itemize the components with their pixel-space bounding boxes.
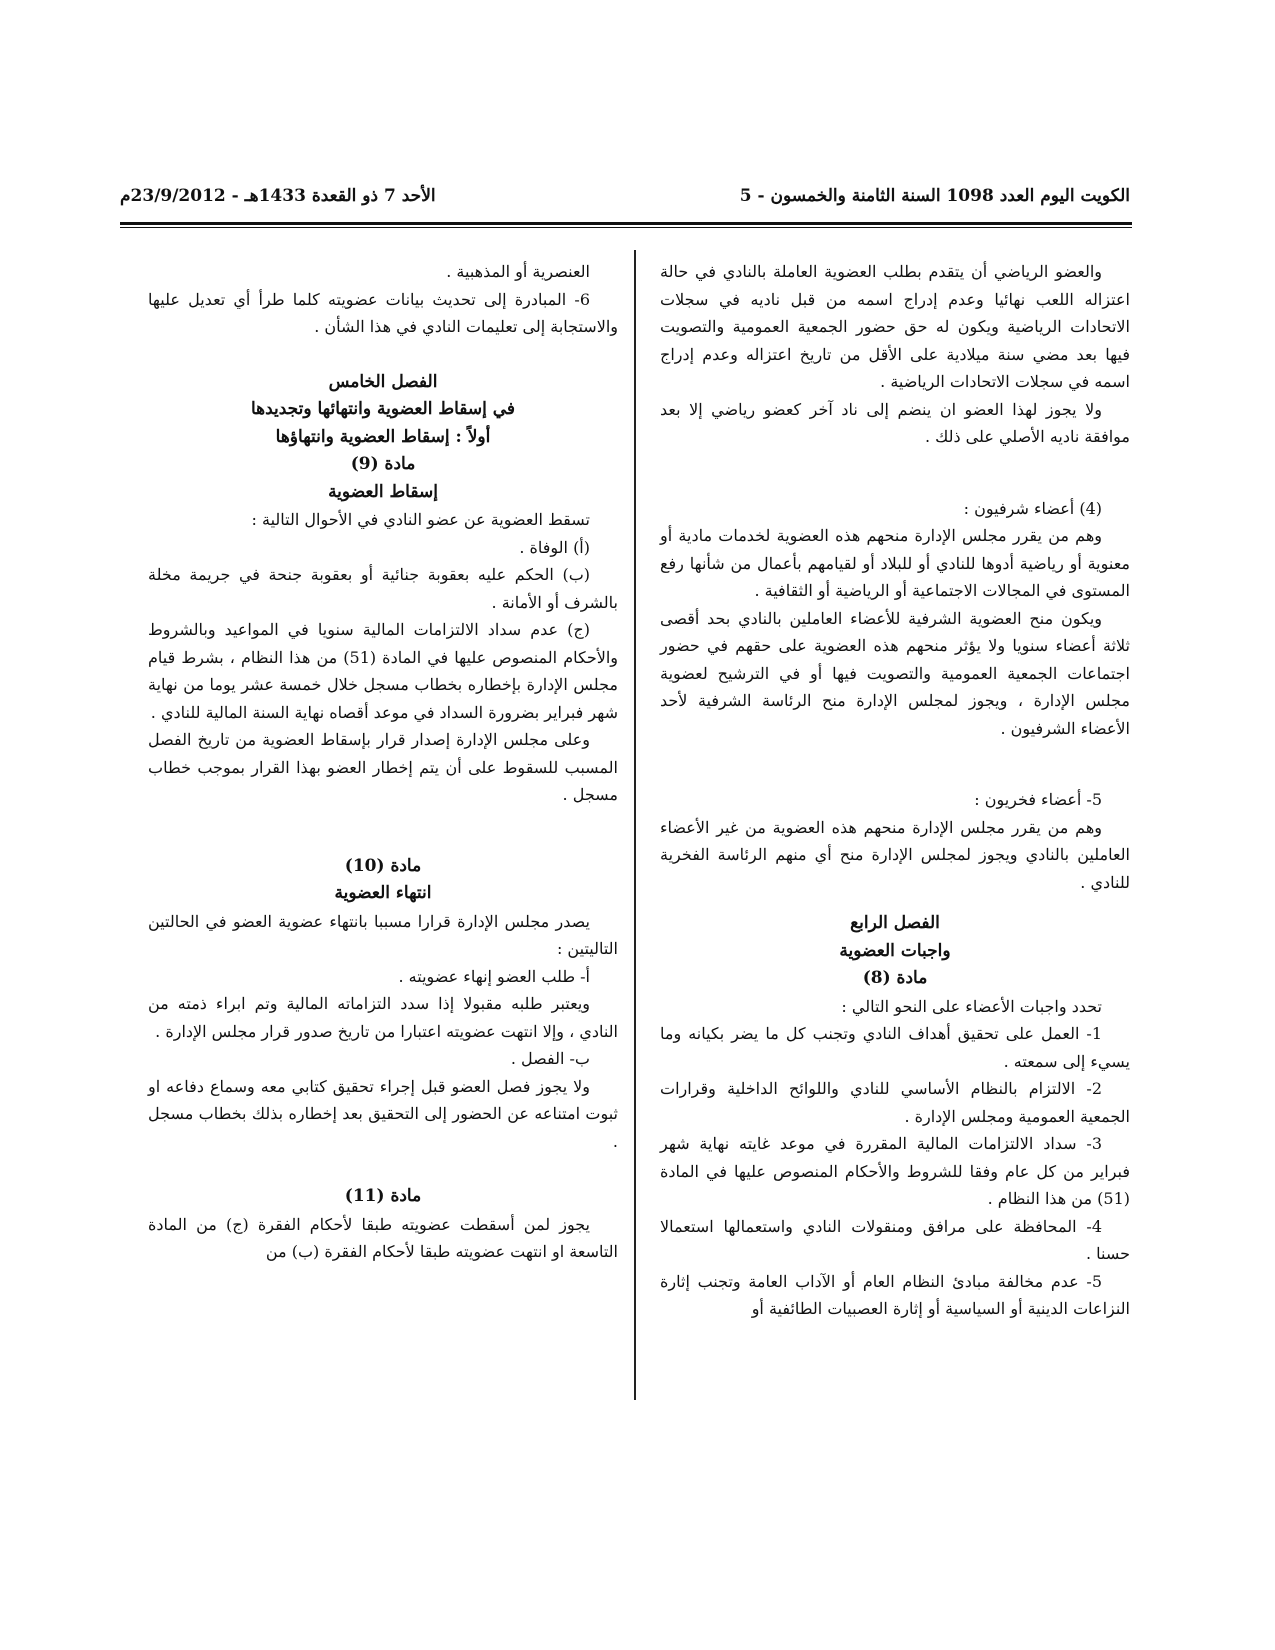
list-item: 1- العمل على تحقيق أهداف النادي وتجنب كل ما يضر بكيانه وما يسيء إلى سمعته .: [660, 1024, 1130, 1071]
paragraph: تسقط العضوية عن عضو النادي في الأحوال التالية :: [251, 510, 590, 529]
section-title: أولاً : إسقاط العضوية وانتهاؤها: [275, 426, 491, 447]
list-item: (أ) الوفاة .: [519, 537, 590, 557]
article-title: مادة (9): [350, 454, 416, 474]
paragraph: يجوز لمن أسقطت عضويته طبقا لأحكام الفقرة (ج) من المادة التاسعة او انتهت عضويته طبقا لأحكام الفقرة (ب) من: [148, 1214, 618, 1261]
article-title: مادة (10): [344, 855, 422, 876]
article-subtitle: انتهاء العضوية: [334, 883, 432, 903]
chapter-title: الفصل الرابع: [850, 913, 940, 933]
list-item: أ- طلب العضو إنهاء عضويته .: [398, 966, 590, 986]
article-subtitle: إسقاط العضوية: [328, 481, 438, 502]
paragraph: العنصرية أو المذهبية .: [446, 262, 590, 281]
paragraph: ويعتبر طلبه مقبولا إذا سدد التزاماته المالية وتم ابراء ذمته من النادي ، وإلا انتهت عضويته اعتبارا من تاريخ صدور قرار مجلس الإدارة .: [148, 994, 618, 1041]
paragraph: والعضو الرياضي أن يتقدم بطلب العضوية العاملة بالنادي في حالة اعتزاله اللعب نهائيا وعدم إدراج اسمه من قبل ناديه في سجلات الاتحادات الرياضية ويكون له حق حضور الجمعية العمومية والتصويت فيها بعد مضي سنة ميلادية على الأقل من تاريخ اعتزاله وعدم إدراج اسمه في سجلات الاتحادات الرياضية .: [660, 262, 1130, 391]
column-divider: [634, 250, 636, 1400]
list-item: 4- المحافظة على مرافق ومنقولات النادي واستعمالها استعمالا حسنا .: [660, 1216, 1130, 1263]
chapter-subtitle: واجبات العضوية: [839, 940, 951, 961]
paragraph: وهم من يقرر مجلس الإدارة منحهم هذه العضوية لخدمات مادية أو معنوية أو رياضية أدوها للنادي أو للبلاد أو لقيامهم بأعمال من شأنها رفع المستوى في المجالات الاجتماعية أو الرياضية أو الثقافية .: [660, 526, 1130, 600]
list-item: 3- سداد الالتزامات المالية المقررة في موعد غايته نهاية شهر فبراير من كل عام وفقا للشروط والأحكام المنصوص عليها في المادة (51) من هذا النظام .: [660, 1134, 1130, 1208]
paragraph: ولا يجوز فصل العضو قبل إجراء تحقيق كتابي معه وسماع دفاعه او ثبوت امتناعه عن الحضور إلى التحقيق بعد إخطاره بذلك بخطاب مسجل .: [148, 1076, 619, 1151]
subheading: 5- أعضاء فخريون :: [974, 790, 1102, 809]
list-item: ب- الفصل .: [510, 1049, 590, 1068]
paragraph: وعلى مجلس الإدارة إصدار قرار بإسقاط العضوية من تاريخ الفصل المسبب للسقوط على أن يتم إخطار العضو بهذا القرار بموجب خطاب مسجل .: [148, 730, 618, 804]
list-item: 6- المبادرة إلى تحديث بيانات عضويته كلما طرأ أي تعديل عليها والاستجابة إلى تعليمات النادي في هذا الشأن .: [148, 289, 618, 336]
header-rule: [120, 222, 1132, 228]
chapter-title: الفصل الخامس: [328, 371, 438, 392]
article-title: مادة (8): [862, 968, 928, 988]
right-column: [660, 258, 1130, 1323]
list-item: 5- عدم مخالفة مبادئ النظام العام أو الآداب العامة وتجنب إثارة النزاعات الدينية أو السياسية أو إثارة العصبيات الطائفية أو: [660, 1271, 1130, 1318]
header-date: الأحد 7 ذو القعدة 1433هـ - 23/9/2012م: [120, 186, 436, 206]
chapter-subtitle: في إسقاط العضوية وانتهائها وتجديدها: [250, 399, 516, 419]
list-item: (ج) عدم سداد الالتزامات المالية سنويا في المواعيد وبالشروط والأحكام المنصوص عليها في المادة (51) من هذا النظام ، بشرط قيام مجلس الإدارة بإخطاره بخطاب مسجل خلال خمسة عشر يوما من نهاية شهر فبراير بضرورة السداد في موعد أقصاه نهاية السنة المالية للنادي .: [148, 620, 619, 722]
paragraph: وهم من يقرر مجلس الإدارة منحهم هذه العضوية من غير الأعضاء العاملين بالنادي ويجوز لمجلس الإدارة منح أي منهم الرئاسة الفخرية للنادي .: [660, 817, 1130, 892]
article-title: مادة (11): [344, 1186, 422, 1206]
page-header: [120, 186, 1130, 212]
header-publication: الكويت اليوم العدد 1098 السنة الثامنة والخمسون - 5: [739, 186, 1130, 206]
paragraph: ولا يجوز لهذا العضو ان ينضم إلى ناد آخر كعضو رياضي إلا بعد موافقة ناديه الأصلي على ذلك .: [660, 399, 1130, 446]
paragraph: ويكون منح العضوية الشرفية للأعضاء العاملين بالنادي بحد أقصى ثلاثة أعضاء سنويا ولا يؤثر منحهم هذه العضوية على حقهم في حضور اجتماعات الجمعية العمومية والتصويت فيها أو في الترشيح لعضوية مجلس الإدارة ، ويجوز لمجلس الإدارة منح الرئاسة الشرفية لأحد الأعضاء الشرفيون .: [660, 608, 1130, 738]
paragraph: تحدد واجبات الأعضاء على النحو التالي :: [841, 996, 1102, 1016]
left-column: [148, 258, 618, 1266]
list-item: (ب) الحكم عليه بعقوبة جنائية أو بعقوبة جنحة في جريمة مخلة بالشرف أو الأمانة .: [148, 565, 618, 612]
list-item: 2- الالتزام بالنظام الأساسي للنادي واللوائح الداخلية وقرارات الجمعية العمومية ومجلس الإدارة .: [660, 1079, 1130, 1126]
subheading: (4) أعضاء شرفيون :: [963, 498, 1102, 518]
paragraph: يصدر مجلس الإدارة قرارا مسببا بانتهاء عضوية العضو في الحالتين التاليتين :: [148, 911, 618, 958]
